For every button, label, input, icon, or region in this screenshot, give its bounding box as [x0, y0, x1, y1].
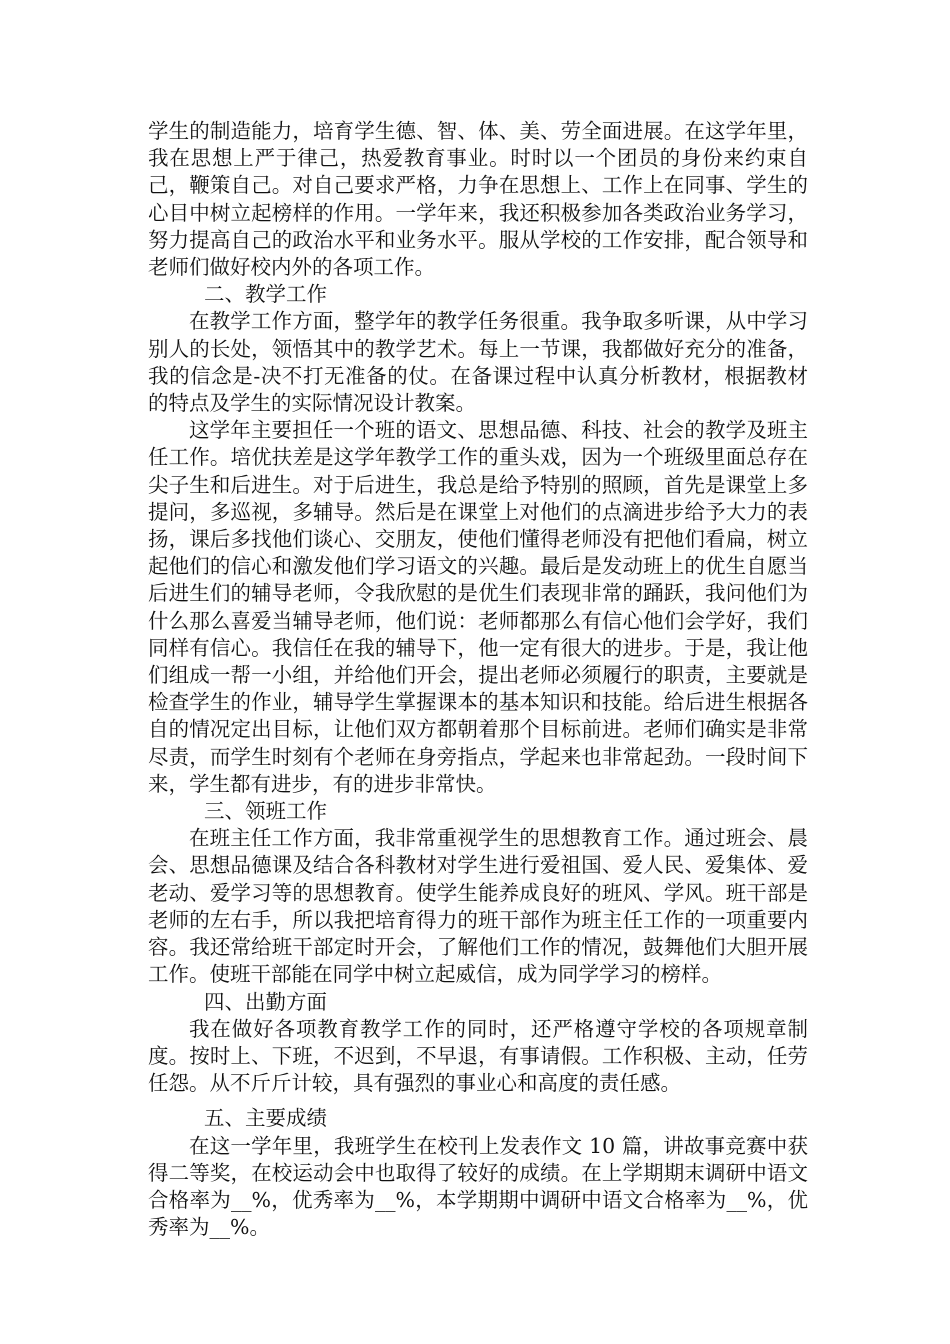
document-body [148, 118, 808, 1241]
paragraph-teaching-approach: 在教学工作方面，整学年的教学任务很重。我争取多听课，从中学习别人的长处，领悟其中的教学艺术。每上一节课，我都做好充分的准备，我的信念是-决不打无准备的仗。在备课过程中认真分析教材，根据教材的特点及学生的实际情况设计教案。 [148, 309, 808, 416]
paragraph-class-leading: 在班主任工作方面，我非常重视学生的思想教育工作。通过班会、晨会、思想品德课及结合各科教材对学生进行爱祖国、爱人民、爱集体、爱老动、爱学习等的思想教育。使学生能养成良好的班风、学风。班干部是老师的左右手，所以我把培育得力的班干部作为班主任工作的一项重要内容。我还常给班干部定时开会，了解他们工作的情况，鼓舞他们大胆开展工作。使班干部能在同学中树立起威信，成为同学学习的榜样。 [148, 826, 808, 987]
paragraph-achievements: 在这一学年里，我班学生在校刊上发表作文 10 篇，讲故事竞赛中获得二等奖，在校运动会中也取得了较好的成绩。在上学期期末调研中语文合格率为__%，优秀率为__%，本学期期中调研中语文合格率为__%，优秀率为__%。 [148, 1133, 808, 1240]
section-heading-teaching: 二、教学工作 [204, 282, 327, 307]
section-heading-achievements: 五、主要成绩 [204, 1106, 327, 1131]
section-heading-class-leading: 三、领班工作 [204, 799, 327, 824]
paragraph-attendance: 我在做好各项教育教学工作的同时，还严格遵守学校的各项规章制度。按时上、下班，不迟到，不早退，有事请假。工作积极、主动，任劳任怨。从不斤斤计较，具有强烈的事业心和高度的责任感。 [148, 1016, 808, 1096]
section-heading-attendance: 四、出勤方面 [204, 989, 327, 1014]
paragraph-intro-continued: 学生的制造能力，培育学生德、智、体、美、劳全面进展。在这学年里，我在思想上严于律己，热爱教育事业。时时以一个团员的身份来约束自己，鞭策自己。对自己要求严格，力争在思想上、工作上在同事、学生的心目中树立起榜样的作用。一学年来，我还积极参加各类政治业务学习，努力提高自己的政治水平和业务水平。服从学校的工作安排，配合领导和老师们做好校内外的各项工作。 [148, 119, 808, 280]
paragraph-teaching-duties: 这学年主要担任一个班的语文、思想品德、科技、社会的教学及班主任工作。培优扶差是这学年教学工作的重头戏，因为一个班级里面总存在尖子生和后进生。对于后进生，我总是给予特别的照顾，首先是课堂上多提问，多巡视，多辅导。然后是在课堂上对他们的点滴进步给予大力的表扬，课后多找他们谈心、交朋友，使他们懂得老师没有把他们看扁，树立起他们的信心和激发他们学习语文的兴趣。最后是发动班上的优生自愿当后进生们的辅导老师，令我欣慰的是优生们表现非常的踊跃，我问他们为什么那么喜爱当辅导老师，他们说：老师都那么有信心他们会学好，我们同样有信心。我信任在我的辅导下，他一定有很大的进步。于是，我让他们组成一帮一小组，并给他们开会，提出老师必须履行的职责，主要就是检查学生的作业，辅导学生掌握课本的基本知识和技能。给后进生根据各自的情况定出目标，让他们双方都朝着那个目标前进。老师们确实是非常尽责，而学生时刻有个老师在身旁指点，学起来也非常起劲。一段时间下来，学生都有进步，有的进步非常快。 [148, 418, 808, 796]
